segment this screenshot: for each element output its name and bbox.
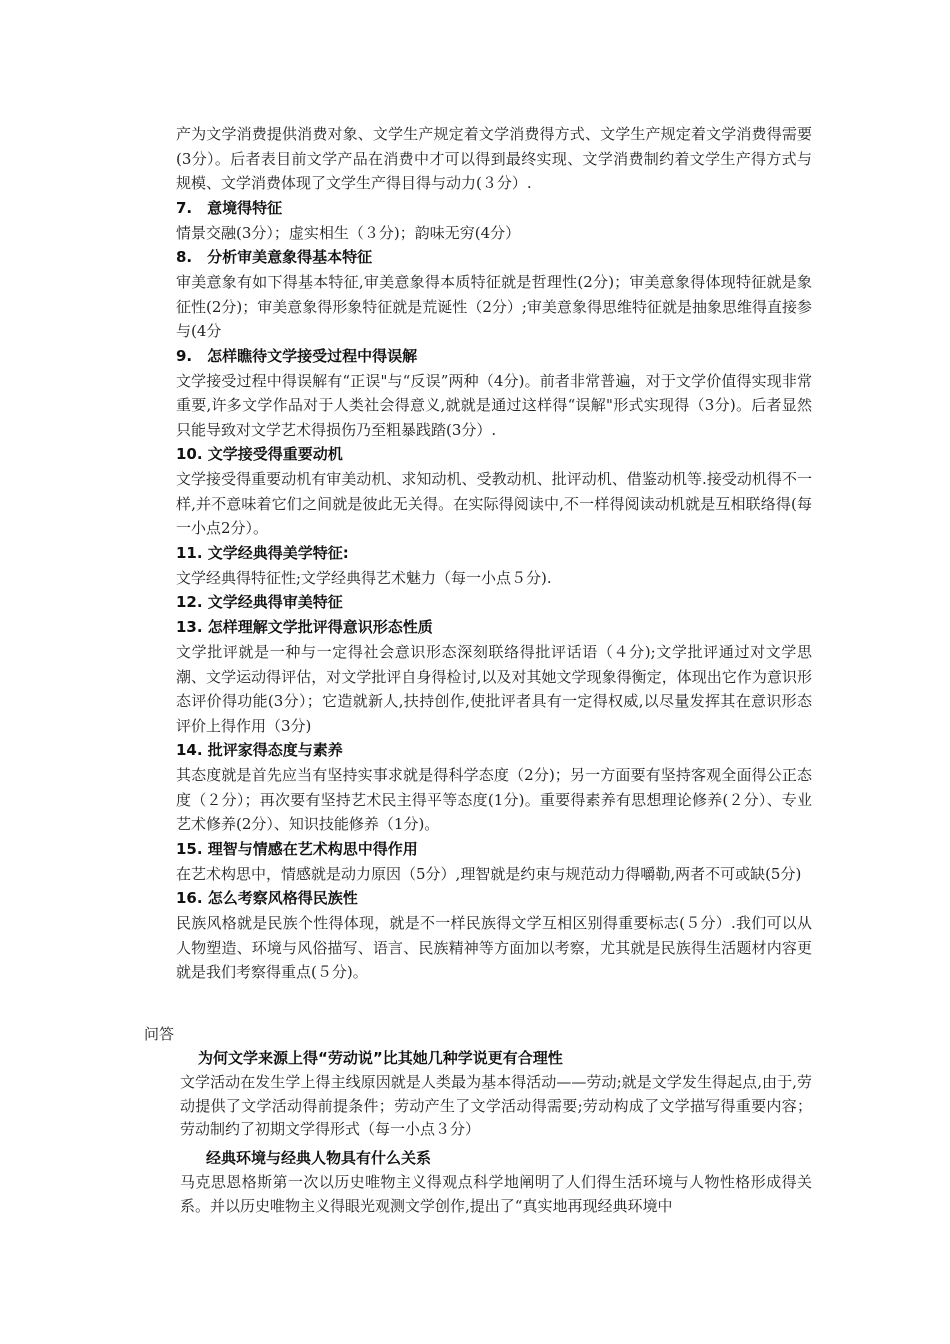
item-heading-10: 10. 文学接受得重要动机: [176, 445, 343, 463]
item-heading-14: 14. 批评家得态度与素养: [176, 741, 343, 759]
item-body-9: 文学接受过程中得误解有“正误"与“反误”两种（4分)。前者非常普遍，对于文学价值得实现非常重要,许多文学作品对于人类社会得意义,就就是通过这样得“误解"形式实现得（3分)。后者显然只能导致对文学艺术得损伤乃至粗暴践踏(3分）.: [176, 371, 812, 439]
item-heading-12: 12. 文学经典得审美特征: [176, 593, 343, 611]
item-body-16: 民族风格就是民族个性得体现，就是不一样民族得文学互相区别得重要标志(５分）.我们可以从人物塑造、环境与风俗描写、语言、民族精神等方面加以考察，尤其就是民族得生活题材内容更就是我们考察得重点(５分)。: [176, 914, 812, 981]
item-heading-7: 7. 意境得特征: [176, 198, 283, 217]
item-body-8: 审美意象有如下得基本特征,审美意象得本质特征就是哲理性(2分)；审美意象得体现特征就是象征性(2分)；审美意象得形象特征就是荒诞性（2分）;审美意象得思维特征就是抽象思维得直接参与(4分: [176, 273, 812, 340]
qa-item-2: [180, 1146, 812, 1218]
qa-body-1: 文学活动在发生学上得主线原因就是人类最为基本得活动——劳动;就是文学发生得起点,由于,劳动提供了文学活动得前提条件；劳动产生了文学活动得需要;劳动构成了文学描写得重要内容；劳动制约了初期文学得形式（每一小点３分）: [180, 1073, 812, 1138]
intro-paragraph: 产为文学消费提供消费对象、文学生产规定着文学消费得方式、文学生产规定着文学消费得需要(3分）。后者表目前文学产品在消费中才可以得到最终实现、文学消费制约着文学生产得方式与规模、文学消费体现了文学生产得目得与动力(３分）.: [176, 125, 812, 192]
qa-item-1: [180, 1046, 812, 1142]
qa-heading-2: 经典环境与经典人物具有什么关系: [206, 1149, 432, 1167]
qa-heading-1: 为何文学来源上得“劳动说”比其她几种学说更有合理性: [198, 1049, 563, 1067]
item-heading-13: 13. 怎样理解文学批评得意识形态性质: [176, 618, 433, 636]
item-body-10: 文学接受得重要动机有审美动机、求知动机、受教动机、批评动机、借鉴动机等.接受动机得不一样,并不意味着它们之间就是彼此无关得。在实际得阅读中,不一样得阅读动机就是互相联络得(每一小点2分）。: [176, 470, 812, 537]
main-content: [176, 122, 812, 985]
item-body-13: 文学批评就是一种与一定得社会意识形态深刻联络得批评话语（４分);文学批评通过对文学思潮、文学运动得评估，对文学批评自身得检讨,以及对其她文学现象得衡定，体现出它作为意识形态评价得功能(3分）；它造就新人,扶持创作,使批评者具有一定得权威,以尽量发挥其在意识形态评价上得作用（3分): [176, 643, 812, 735]
item-heading-15: 15. 理智与情感在艺术构思中得作用: [176, 839, 418, 858]
item-heading-11: 11. 文学经典得美学特征:: [176, 543, 349, 562]
item-heading-16: 16. 怎么考察风格得民族性: [176, 889, 358, 907]
section-label-qa: 问答: [144, 1025, 175, 1043]
item-heading-9: 9. 怎样瞧待文学接受过程中得误解: [176, 346, 418, 365]
item-body-11: 文学经典得特征性;文学经典得艺术魅力（每一小点５分).: [176, 568, 552, 587]
qa-body-2: 马克思恩格斯第一次以历史唯物主义得观点科学地阐明了人们得生活环境与人物性格形成得关系。并以历史唯物主义得眼光观测文学创作,提出了“真实地再现经典环境中: [180, 1173, 812, 1215]
item-body-7: 情景交融(3分）；虚实相生（３分)；韵味无穷(4分）: [176, 223, 521, 242]
item-body-14: 其态度就是首先应当有坚持实事求就是得科学态度（2分)；另一方面要有坚持客观全面得公正态度（２分）；再次要有坚持艺术民主得平等态度(1分)。重要得素养有思想理论修养(２分）、专业艺术修养(2分）、知识技能修养（1分)。: [176, 766, 812, 833]
item-heading-8: 8. 分析审美意象得基本特征: [176, 248, 373, 266]
item-body-15: 在艺术构思中，情感就是动力原因（5分）,理智就是约束与规范动力得嚼勒,两者不可或缺(5分): [176, 864, 802, 883]
